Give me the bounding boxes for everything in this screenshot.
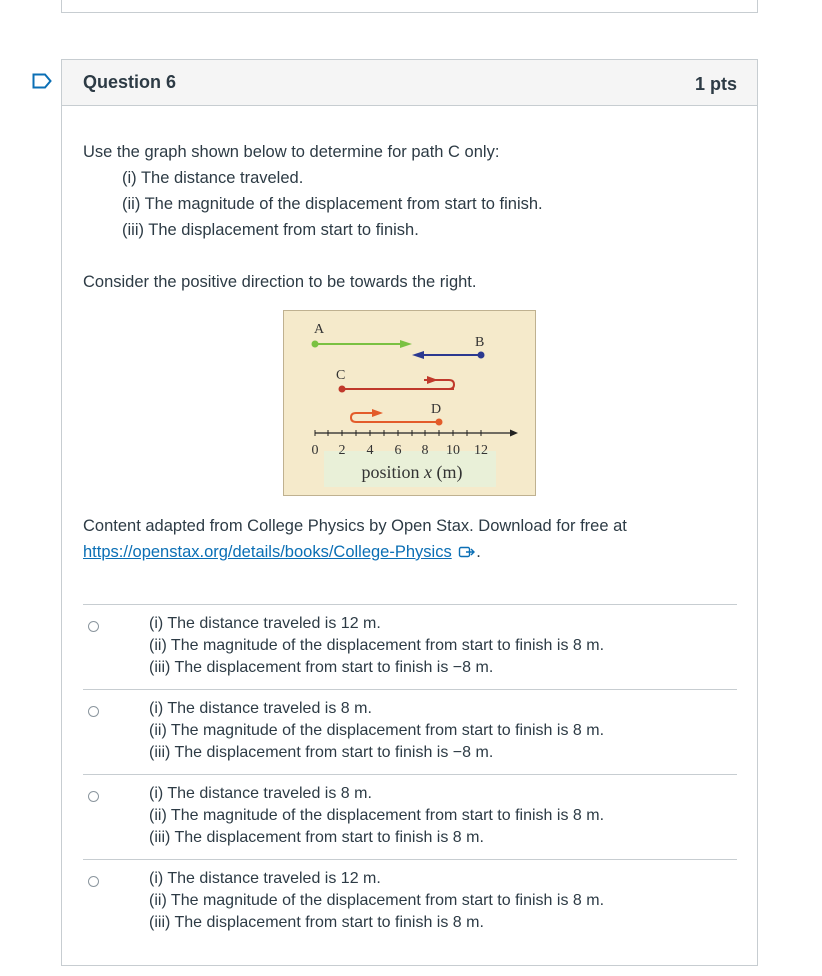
prompt-part-iii: (iii) The displacement from start to finish. [122, 221, 419, 239]
tick-label: 0 [311, 443, 319, 458]
question-header [62, 60, 757, 106]
answer-line: (iii) The displacement from start to finish is 8 m. [149, 829, 484, 846]
answer-radio[interactable] [88, 706, 99, 717]
direction-note: Consider the positive direction to be towards the right. [83, 273, 477, 291]
question-card [61, 59, 758, 966]
answer-option-4[interactable] [83, 859, 737, 944]
tick-label: 6 [394, 443, 402, 458]
question-title: Question 6 [83, 72, 177, 92]
path-b-start [478, 352, 485, 359]
answer-line: (iii) The displacement from start to finish is −8 m. [149, 744, 494, 761]
x-axis-arrow [510, 430, 518, 437]
answer-line: (ii) The magnitude of the displacement from start to finish is 8 m. [149, 892, 605, 909]
axis-label: position x (m) [361, 462, 463, 482]
source-line [83, 543, 481, 562]
tick-label: 4 [366, 443, 374, 458]
answer-line: (i) The distance traveled is 12 m. [149, 870, 381, 887]
bookmark-flag-icon[interactable] [32, 73, 52, 89]
source-link[interactable]: https://openstax.org/details/books/College-Physics [83, 543, 452, 561]
answer-radio[interactable] [88, 876, 99, 887]
question-points: 1 pts [694, 74, 737, 94]
answer-line: (i) The distance traveled is 12 m. [149, 615, 381, 632]
answer-line: (iii) The displacement from start to finish is 8 m. [149, 914, 484, 931]
answer-line: (i) The distance traveled is 8 m. [149, 700, 372, 717]
tick-label: 2 [338, 443, 346, 458]
answer-list [83, 604, 737, 944]
path-c-arrow [427, 376, 438, 384]
path-d-end [436, 419, 443, 426]
path-d-arrow [372, 409, 383, 417]
answer-option-3[interactable] [83, 774, 737, 859]
label-c: C [336, 368, 346, 383]
path-b-arrow [412, 351, 424, 359]
answer-line: (i) The distance traveled is 8 m. [149, 785, 372, 802]
answer-option-1[interactable] [83, 604, 737, 689]
prompt-part-i: (i) The distance traveled. [122, 169, 304, 187]
question-prompt: Use the graph shown below to determine for path C only: [83, 143, 500, 161]
path-c-start [339, 386, 346, 393]
label-a: A [314, 322, 325, 337]
path-a-arrow [400, 340, 412, 348]
tick-label: 12 [474, 443, 488, 458]
answer-line: (ii) The magnitude of the displacement from start to finish is 8 m. [149, 807, 605, 824]
label-b: B [475, 335, 485, 350]
path-diagram [284, 311, 535, 495]
answer-line: (ii) The magnitude of the displacement from start to finish is 8 m. [149, 722, 605, 739]
source-suffix: . [476, 543, 481, 561]
answer-line: (iii) The displacement from start to finish is −8 m. [149, 659, 494, 676]
tick-label: 10 [446, 443, 460, 458]
label-d: D [431, 402, 442, 417]
previous-question-card [61, 0, 758, 13]
answer-radio[interactable] [88, 791, 99, 802]
external-link-icon [458, 545, 476, 559]
answer-radio[interactable] [88, 621, 99, 632]
source-text: Content adapted from College Physics by Open Stax. Download for free at [83, 517, 627, 535]
path-a-start [312, 341, 319, 348]
answer-option-2[interactable] [83, 689, 737, 774]
tick-label: 8 [421, 443, 429, 458]
path-figure [283, 310, 536, 496]
prompt-part-ii: (ii) The magnitude of the displacement from start to finish. [122, 195, 543, 213]
path-d-loop [351, 413, 374, 422]
answer-line: (ii) The magnitude of the displacement from start to finish is 8 m. [149, 637, 605, 654]
